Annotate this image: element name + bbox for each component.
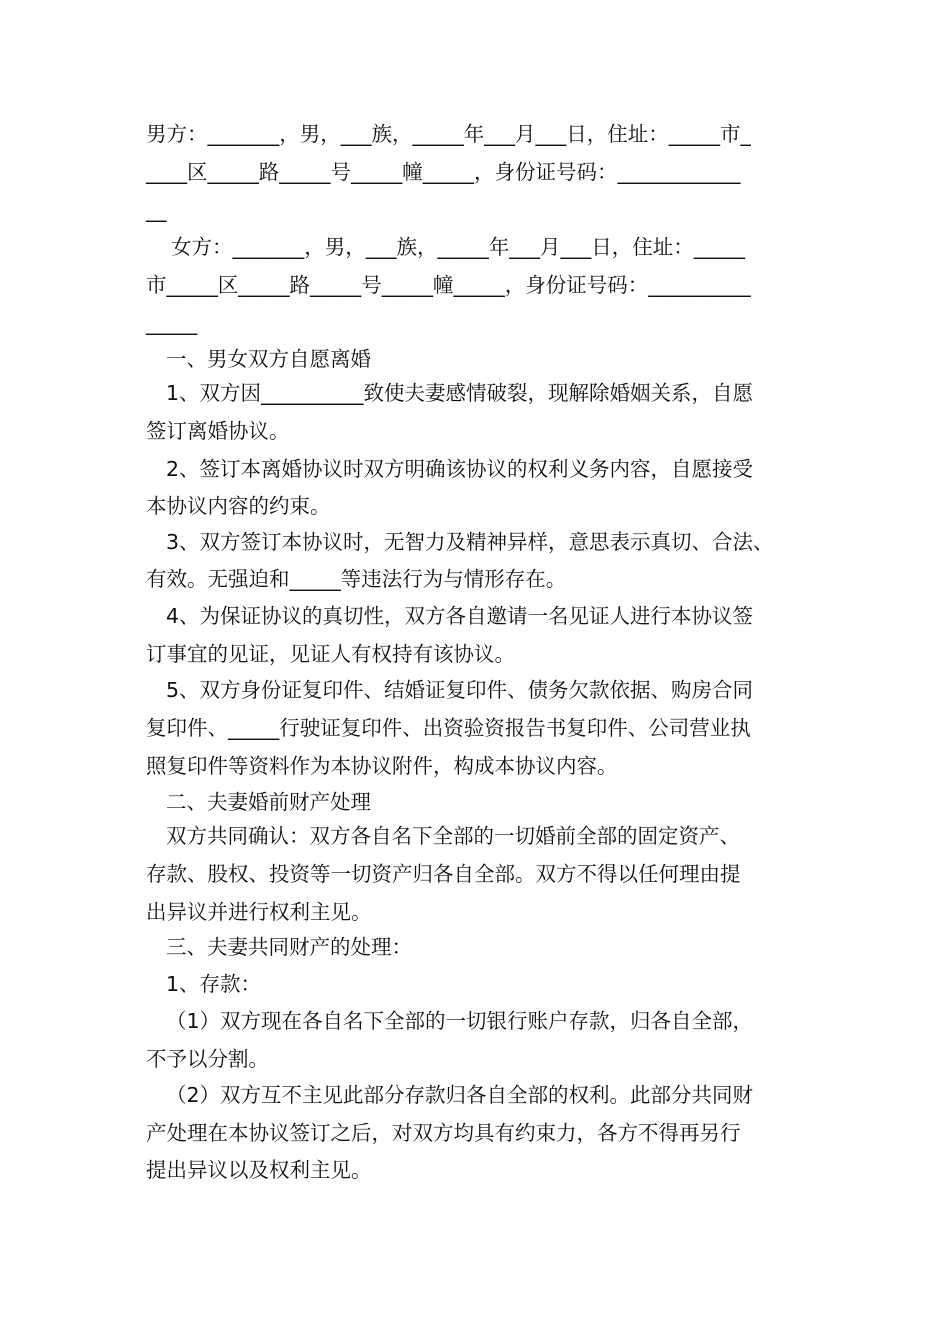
female-party-line-2: 市_____区_____路_____号_____幢_____，身份证号码：__________: [146, 273, 751, 297]
male-party-line-1: 男方：_______，男，___族，_____年___月___日，住址：_____市_: [146, 122, 751, 146]
section-1-item-3-line-2: 有效。无强迫和_____等违法行为与情形存在。: [146, 567, 567, 591]
section-1-item-4-line-2: 订事宜的见证，见证人有权持有该协议。: [146, 642, 515, 666]
section-1-item-5-line-3: 照复印件等资料作为本协议附件，构成本协议内容。: [146, 754, 618, 778]
section-3-clause-2-line-1: （2）双方互不主见此部分存款归各自全部的权利。此部分共同财: [166, 1083, 754, 1107]
section-3-heading: 三、夫妻共同财产的处理：: [166, 935, 412, 959]
section-1-item-5-line-1: 5、双方身份证复印件、结婚证复印件、债务欠款依据、购房合同: [166, 678, 754, 702]
section-3-clause-1-line-1: （1）双方现在各自名下全部的一切银行账户存款，归各自全部，: [166, 1009, 754, 1033]
section-1-item-1-line-2: 签订离婚协议。: [146, 419, 290, 443]
section-3-clause-2-line-3: 提出异议以及权利主见。: [146, 1158, 372, 1182]
section-1-item-5-line-2: 复印件、_____行驶证复印件、出资验资报告书复印件、公司营业执: [146, 716, 751, 740]
section-3-clause-1-line-2: 不予以分割。: [146, 1047, 269, 1071]
section-1-item-4-line-1: 4、为保证协议的真切性，双方各自邀请一名见证人进行本协议签: [166, 604, 754, 628]
female-party-line-1: 女方：_______，男，___族，_____年___月___日，住址：_____: [171, 235, 745, 259]
section-1-item-2-line-2: 本协议内容的约束。: [146, 494, 331, 518]
section-2-paragraph-line-2: 存款、股权、投资等一切资产归各自全部。双方不得以任何理由提: [146, 862, 741, 886]
section-1-item-1-line-1: 1、双方因__________致使夫妻感情破裂，现解除婚姻关系，自愿: [166, 381, 754, 405]
section-2-heading: 二、夫妻婚前财产处理: [166, 790, 371, 814]
section-2-paragraph-line-1: 双方共同确认：双方各自名下全部的一切婚前全部的固定资产、: [166, 824, 740, 848]
section-3-clause-2-line-2: 产处理在本协议签订之后，对双方均具有约束力，各方不得再另行: [146, 1121, 741, 1145]
male-party-line-3: __: [146, 198, 167, 222]
section-1-item-3-line-1: 3、双方签订本协议时，无智力及精神异样，意思表示真切、合法、: [166, 530, 774, 554]
section-1-item-2-line-1: 2、签订本离婚协议时双方明确该协议的权利义务内容，自愿接受: [166, 457, 754, 481]
section-1-heading: 一、男女双方自愿离婚: [166, 347, 371, 371]
section-3-sub-heading: 1、存款：: [166, 972, 262, 996]
female-party-line-3: _____: [146, 311, 198, 335]
section-2-paragraph-line-3: 出异议并进行权利主见。: [146, 900, 372, 924]
male-party-line-2: ____区_____路_____号_____幢_____，身份证号码：____________: [146, 160, 741, 184]
